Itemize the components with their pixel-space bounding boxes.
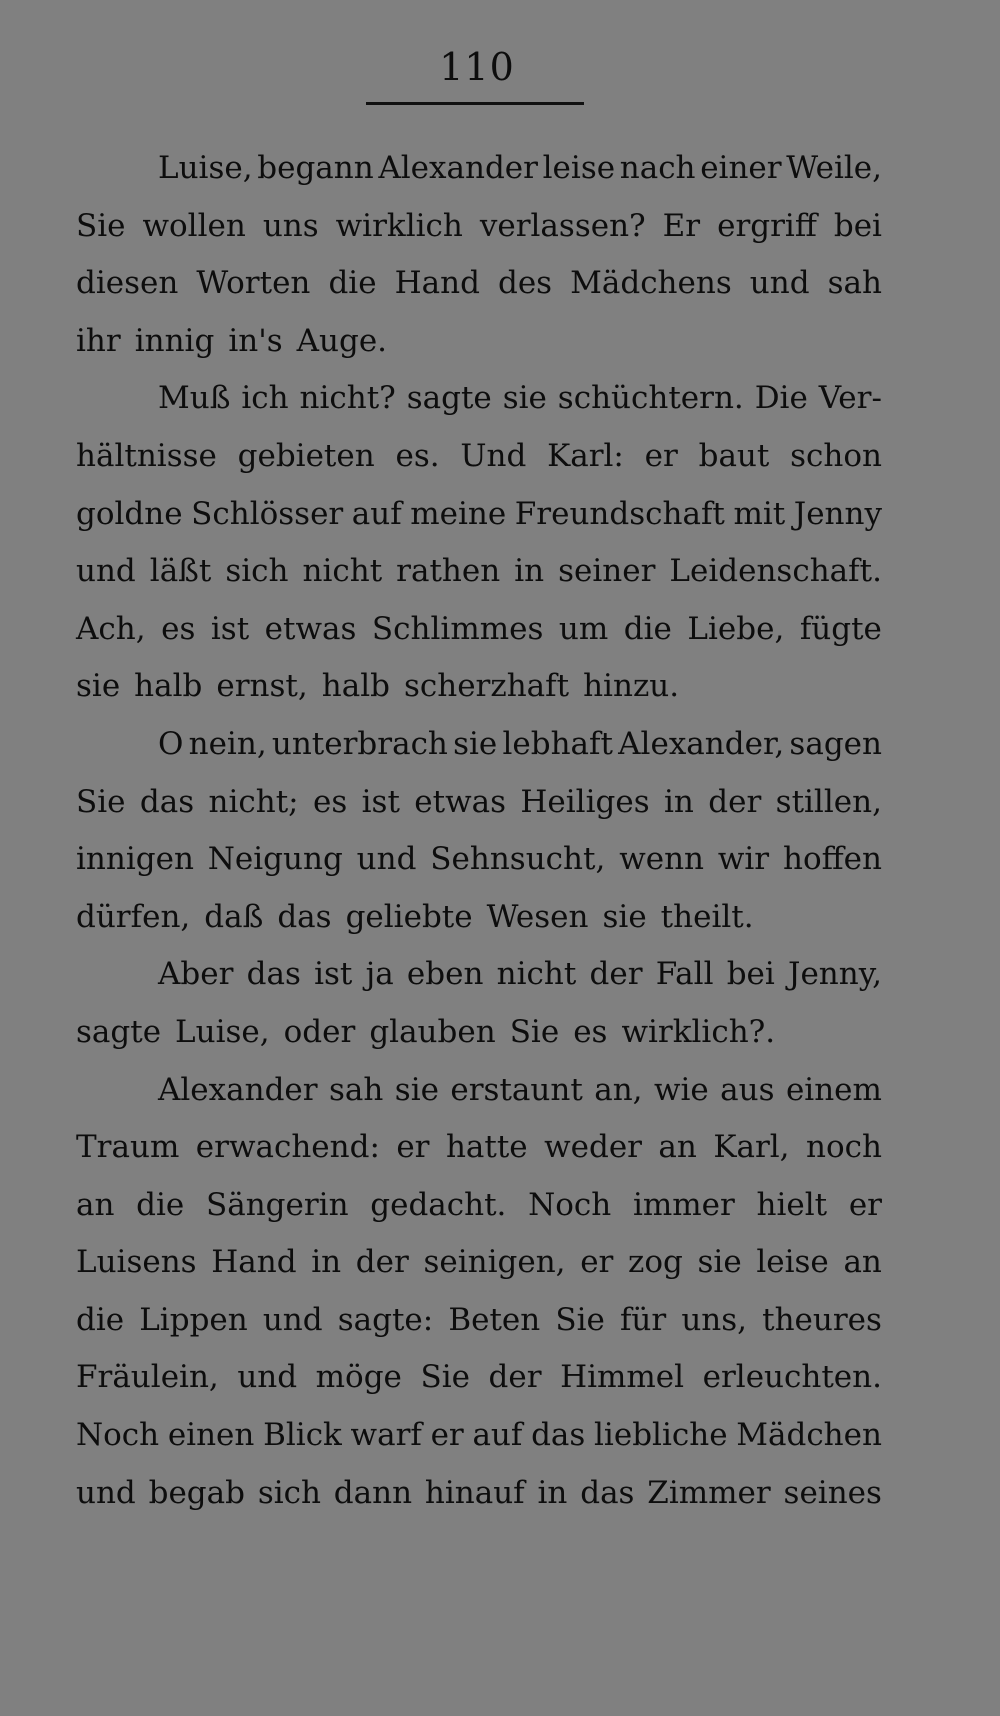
word: aus (720, 1071, 775, 1108)
word: Weile, (786, 150, 882, 186)
word: verlassen? (479, 207, 646, 244)
word: sie (394, 1071, 439, 1108)
word: nicht; (208, 783, 299, 820)
word: es (312, 783, 348, 820)
word: Sie (420, 1359, 470, 1396)
word: die (136, 1186, 185, 1223)
word: noch (805, 1129, 882, 1166)
word: an, (594, 1071, 643, 1108)
word: sie (76, 668, 121, 705)
word: daß (204, 898, 264, 935)
word: Fräulein, (76, 1359, 219, 1396)
word: in (514, 553, 545, 590)
word: Fall (655, 956, 714, 993)
word: etwas (264, 610, 357, 647)
word: Auge. (296, 322, 388, 359)
word: wirklich (335, 207, 463, 244)
word: wenn (619, 841, 704, 878)
word: schon (790, 437, 882, 474)
word: oder (283, 1013, 356, 1050)
word: stillen, (775, 783, 882, 820)
word: und (749, 265, 810, 302)
word: Mädchens (570, 265, 732, 302)
word: Sehnsucht, (430, 841, 606, 878)
text-line (76, 601, 882, 659)
word: glauben (369, 1013, 496, 1050)
word: halb (134, 668, 203, 705)
word: und (76, 1474, 136, 1511)
text-line (76, 255, 882, 313)
word: an (843, 1244, 882, 1281)
word: goldne (76, 495, 183, 532)
word: Noch (528, 1186, 612, 1223)
word: baut (698, 437, 770, 474)
word: unterbrach (271, 725, 448, 762)
word: lebhaft (502, 725, 613, 762)
word: es (573, 1013, 608, 1050)
word: sie (602, 898, 647, 935)
text-line (76, 774, 882, 832)
word: und (237, 1359, 298, 1396)
word: und (356, 841, 417, 878)
word: an (658, 1129, 697, 1166)
word: begann (257, 150, 374, 186)
word: sagen (789, 725, 882, 762)
word: Blick (263, 1417, 342, 1454)
word: hoffen (783, 841, 882, 878)
word: Schlimmes (371, 610, 544, 647)
word: erleuchten. (702, 1359, 882, 1396)
word: bei (833, 207, 882, 244)
word: der (589, 956, 643, 993)
text-line (76, 370, 882, 428)
word: um (558, 610, 609, 647)
word: sagte (406, 380, 492, 417)
word: wir (717, 841, 770, 878)
word: nicht (496, 956, 577, 993)
word: etwas (414, 783, 507, 820)
word: ja (365, 956, 394, 993)
word: Karl, (713, 1129, 790, 1166)
word: mit (733, 495, 786, 532)
word: Schlösser (191, 495, 344, 532)
word: ich (241, 380, 289, 417)
text-line (76, 140, 882, 198)
word: seines (783, 1474, 882, 1511)
word: sagte (76, 1013, 162, 1050)
text-line (76, 1062, 882, 1120)
text-line (76, 313, 882, 371)
word: Sängerin (205, 1186, 349, 1223)
word: schüchtern. (557, 380, 744, 417)
word: Leidenschaft. (669, 553, 882, 590)
word: Alexander (158, 1071, 318, 1108)
word: rathen (396, 553, 501, 590)
word: das (246, 956, 301, 993)
word: ernst, (216, 668, 308, 705)
word: Sie (555, 1301, 605, 1338)
word: möge (315, 1359, 402, 1396)
word: Sie (509, 1013, 560, 1050)
word: hielt (756, 1186, 828, 1223)
word: sie (453, 725, 498, 762)
word: sagte: (337, 1301, 434, 1338)
word: in (311, 1244, 342, 1281)
word: er (848, 1186, 882, 1223)
word: seiner (558, 553, 656, 590)
word: gedacht. (370, 1186, 507, 1223)
word: seinigen, (423, 1244, 566, 1281)
word: ergriff (717, 207, 817, 244)
word: sah (827, 265, 882, 302)
word: Karl: (547, 437, 624, 474)
word: das (580, 1474, 635, 1511)
word: nicht? (299, 380, 396, 417)
word: der (355, 1244, 409, 1281)
word: wie (653, 1071, 709, 1108)
word: hältnisse (76, 437, 217, 474)
word: Luise, (175, 1013, 270, 1050)
word: hinauf (424, 1474, 525, 1511)
word: Und (460, 437, 527, 474)
word: ihr (76, 322, 121, 359)
word: in (664, 783, 694, 820)
word: Noch (76, 1417, 160, 1454)
word: gebieten (237, 437, 375, 474)
word: ist (314, 956, 353, 993)
word: sah (329, 1071, 384, 1108)
text-line (76, 1119, 882, 1177)
word: Wesen (486, 898, 589, 935)
word: das (531, 1417, 586, 1454)
word: der (708, 783, 762, 820)
word: Mädchen (736, 1417, 882, 1454)
word: Jenny, (788, 956, 882, 993)
text-line (76, 543, 882, 601)
word: Alexander (378, 150, 538, 186)
word: er (580, 1244, 614, 1281)
word: einer (700, 150, 782, 186)
word: er (396, 1129, 430, 1166)
word: scherzhaft (403, 668, 570, 705)
word: des (497, 265, 553, 302)
word: liebliche (594, 1417, 728, 1454)
word: halb (321, 668, 390, 705)
word: Heiliges (520, 783, 650, 820)
word: innigen (76, 841, 194, 878)
word: erwachend: (195, 1129, 380, 1166)
word: sie (697, 1244, 742, 1281)
word: immer (632, 1186, 735, 1223)
word: nicht (302, 553, 383, 590)
word: leise (756, 1244, 829, 1281)
word: dürfen, (76, 898, 191, 935)
word: und (76, 553, 136, 590)
word: dann (333, 1474, 413, 1511)
word: ist (210, 610, 250, 647)
word: Sie (76, 783, 126, 820)
word: O (158, 725, 184, 762)
word: Muß (158, 380, 231, 417)
word: Worten (196, 265, 311, 302)
word: uns (262, 207, 319, 244)
word: auf (351, 495, 402, 532)
text-line (76, 1177, 882, 1235)
word: Himmel (560, 1359, 685, 1396)
word: innig (134, 322, 215, 359)
header-rule (366, 102, 584, 105)
body-text (76, 140, 882, 1522)
word: bei (726, 956, 775, 993)
word: leise (542, 150, 616, 186)
word: uns, (681, 1301, 748, 1338)
word: Er (662, 207, 701, 244)
word: Liebe, (687, 610, 785, 647)
text-line (76, 831, 882, 889)
word: in (537, 1474, 568, 1511)
text-line (76, 1292, 882, 1350)
word: nein, (188, 725, 267, 762)
word: in's (228, 322, 283, 359)
word: Ver- (818, 380, 882, 417)
word: Jenny (793, 495, 882, 532)
word: begab (148, 1474, 245, 1511)
word: die (76, 1301, 125, 1338)
word: auf (472, 1417, 523, 1454)
word: Alexander, (618, 725, 785, 762)
word: und (262, 1301, 323, 1338)
text-line (76, 889, 882, 947)
word: Freundschaft (514, 495, 725, 532)
word: hinzu. (583, 668, 680, 705)
word: ist (361, 783, 400, 820)
text-line (76, 946, 882, 1004)
word: Beten (448, 1301, 541, 1338)
word: geliebte (345, 898, 473, 935)
word: meine (410, 495, 507, 532)
word: für (619, 1301, 667, 1338)
word: einem (785, 1071, 882, 1108)
word: theilt. (660, 898, 754, 935)
text-line (76, 1407, 882, 1465)
word: sie (502, 380, 547, 417)
word: Hand (211, 1244, 297, 1281)
word: die (623, 610, 672, 647)
word: hatte (445, 1129, 528, 1166)
word: zog (628, 1244, 683, 1281)
word: erstaunt (450, 1071, 583, 1108)
word: es (161, 610, 196, 647)
word: Lippen (139, 1301, 248, 1338)
word: weder (544, 1129, 642, 1166)
word: das (139, 783, 195, 820)
word: Sie (76, 207, 126, 244)
word: Neigung (207, 841, 343, 878)
word: eben (406, 956, 484, 993)
text-line (76, 486, 882, 544)
word: er (430, 1417, 464, 1454)
word: diesen (76, 265, 179, 302)
word: fügte (799, 610, 882, 647)
word: läßt (149, 553, 212, 590)
text-line (76, 1465, 882, 1523)
word: Zimmer (647, 1474, 771, 1511)
text-line (76, 658, 882, 716)
word: sich (225, 553, 289, 590)
text-line (76, 716, 882, 774)
word: Hand (394, 265, 480, 302)
word: sich (257, 1474, 321, 1511)
word: Luisens (76, 1244, 197, 1281)
word: warf (350, 1417, 422, 1454)
text-line (76, 1004, 882, 1062)
word: er (644, 437, 678, 474)
word: der (488, 1359, 542, 1396)
word: wirklich?. (621, 1013, 776, 1050)
word: wollen (142, 207, 246, 244)
text-line (76, 1349, 882, 1407)
text-line (76, 198, 882, 256)
word: theures (762, 1301, 882, 1338)
word: Die (754, 380, 808, 417)
word: Luise, (158, 150, 253, 186)
word: die (328, 265, 377, 302)
word: an (76, 1186, 115, 1223)
text-line (76, 1234, 882, 1292)
text-line (76, 428, 882, 486)
word: Traum (76, 1129, 180, 1166)
word: es. (395, 437, 440, 474)
word: nach (619, 150, 696, 186)
word: Ach, (76, 610, 146, 647)
word: das (277, 898, 332, 935)
page-number: 110 (439, 45, 515, 89)
word: Aber (158, 956, 234, 993)
word: einen (167, 1417, 255, 1454)
